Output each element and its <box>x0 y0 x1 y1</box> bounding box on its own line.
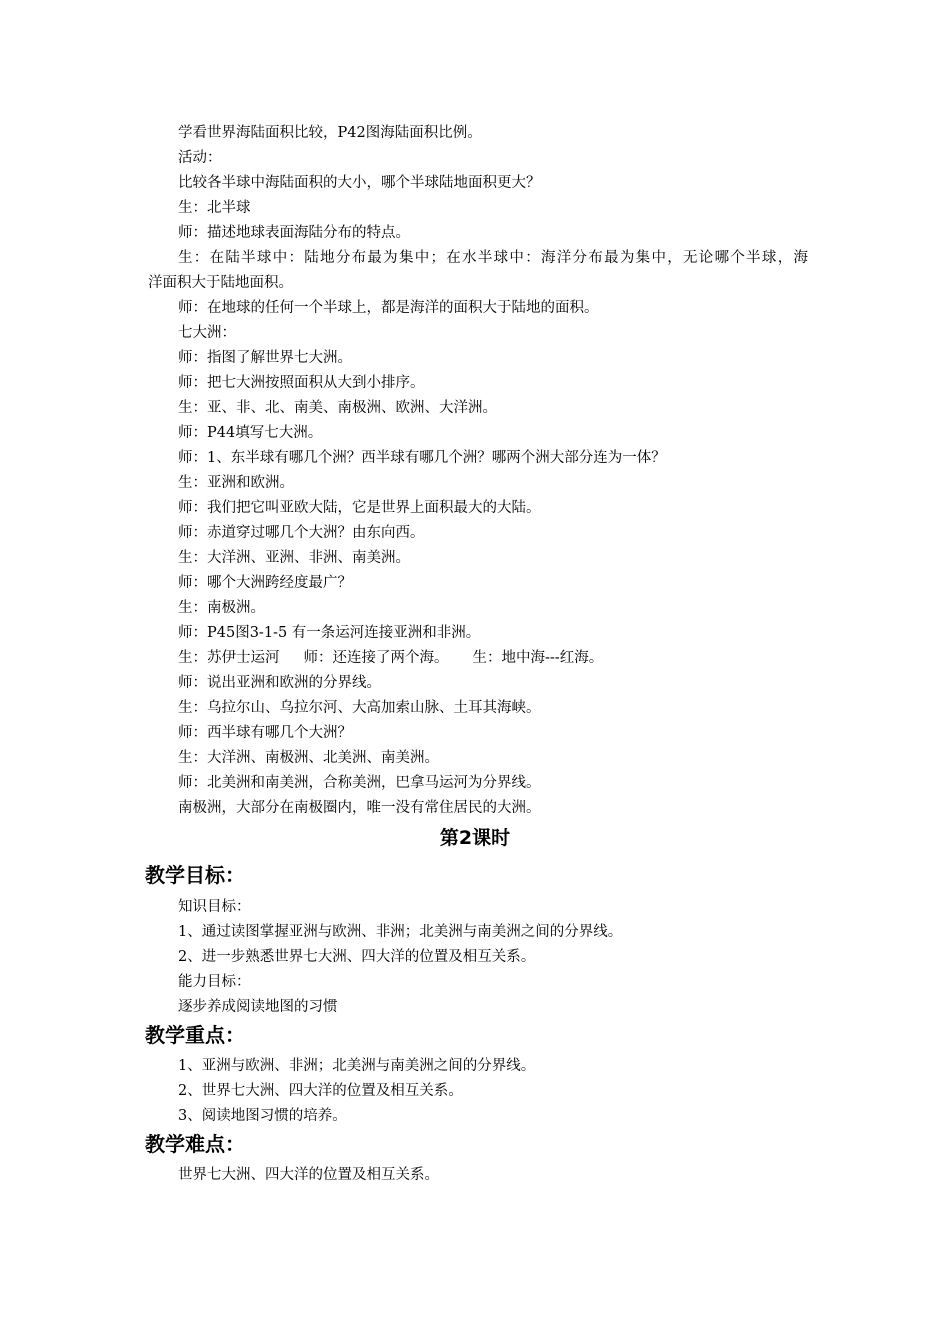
text-line: 学看世界海陆面积比较，P42图海陆面积比例。 <box>178 125 482 141</box>
text-line: 师：哪个大洲跨经度最广？ <box>178 575 352 591</box>
text-line: 世界七大洲、四大洋的位置及相互关系。 <box>178 1167 439 1183</box>
dialog-segment: 生：苏伊士运河 <box>178 650 280 666</box>
text-line: 七大洲： <box>178 325 236 341</box>
dialog-row <box>178 648 603 668</box>
text-line: 生：北半球 <box>178 200 251 216</box>
text-line: 师：1、东半球有哪几个洲？西半球有哪几个洲？哪两个洲大部分连为一体？ <box>178 450 666 466</box>
text-line: 师：西半球有哪几个大洲？ <box>178 725 352 741</box>
text-line: 能力目标： <box>178 974 251 990</box>
dialog-segment: 生：地中海---红海。 <box>472 650 604 666</box>
text-line: 3、阅读地图习惯的培养。 <box>178 1108 347 1124</box>
text-line: 南极洲，大部分在南极圈内，唯一没有常住居民的大洲。 <box>178 800 541 816</box>
key-points-heading: 教学重点： <box>145 1023 245 1047</box>
text-line: 生：大洋洲、亚洲、非洲、南美洲。 <box>178 550 410 566</box>
text-line: 师：P44填写七大洲。 <box>178 425 323 441</box>
dialog-segment: 师：还连接了两个海。 <box>303 650 449 666</box>
text-line: 洋面积大于陆地面积。 <box>148 275 293 291</box>
text-line: 活动： <box>178 150 222 166</box>
text-line: 师：把七大洲按照面积从大到小排序。 <box>178 375 425 391</box>
text-line: 生：亚洲和欧洲。 <box>178 475 294 491</box>
objectives-heading: 教学目标： <box>145 863 245 887</box>
text-line: 师：赤道穿过哪几个大洲？由东向西。 <box>178 525 425 541</box>
text-line: 师：描述地球表面海陆分布的特点。 <box>178 225 410 241</box>
text-line: 比较各半球中海陆面积的大小，哪个半球陆地面积更大？ <box>178 175 541 191</box>
text-line: 师：我们把它叫亚欧大陆，它是世界上面积最大的大陆。 <box>178 500 541 516</box>
text-line: 师：说出亚洲和欧洲的分界线。 <box>178 675 381 691</box>
text-line: 1、通过读图掌握亚洲与欧洲、非洲；北美洲与南美洲之间的分界线。 <box>178 924 623 940</box>
text-line: 师：在地球的任何一个半球上，都是海洋的面积大于陆地的面积。 <box>178 300 599 316</box>
text-line: 师：指图了解世界七大洲。 <box>178 350 352 366</box>
text-line: 生：南极洲。 <box>178 600 265 616</box>
text-line: 2、世界七大洲、四大洋的位置及相互关系。 <box>178 1083 463 1099</box>
text-line: 师：北美洲和南美洲，合称美洲，巴拿马运河为分界线。 <box>178 775 541 791</box>
text-line: 师：P45图3-1-5 有一条运河连接亚洲和非洲。 <box>178 625 481 641</box>
text-line: 生：大洋洲、南极洲、北美洲、南美洲。 <box>178 750 439 766</box>
text-line: 2、进一步熟悉世界七大洲、四大洋的位置及相互关系。 <box>178 949 536 965</box>
text-line: 逐步养成阅读地图的习惯 <box>178 999 338 1015</box>
lesson-title: 第2课时 <box>439 827 511 849</box>
text-line: 生：亚、非、北、南美、南极洲、欧洲、大洋洲。 <box>178 400 497 416</box>
text-line: 知识目标： <box>178 899 251 915</box>
text-line: 生：乌拉尔山、乌拉尔河、大高加索山脉、土耳其海峡。 <box>178 700 541 716</box>
difficulties-heading: 教学难点： <box>145 1132 245 1156</box>
text-line: 生：在陆半球中：陆地分布最为集中；在水半球中：海洋分布最为集中，无论哪个半球，海 <box>178 250 808 266</box>
text-line: 1、亚洲与欧洲、非洲；北美洲与南美洲之间的分界线。 <box>178 1058 536 1074</box>
